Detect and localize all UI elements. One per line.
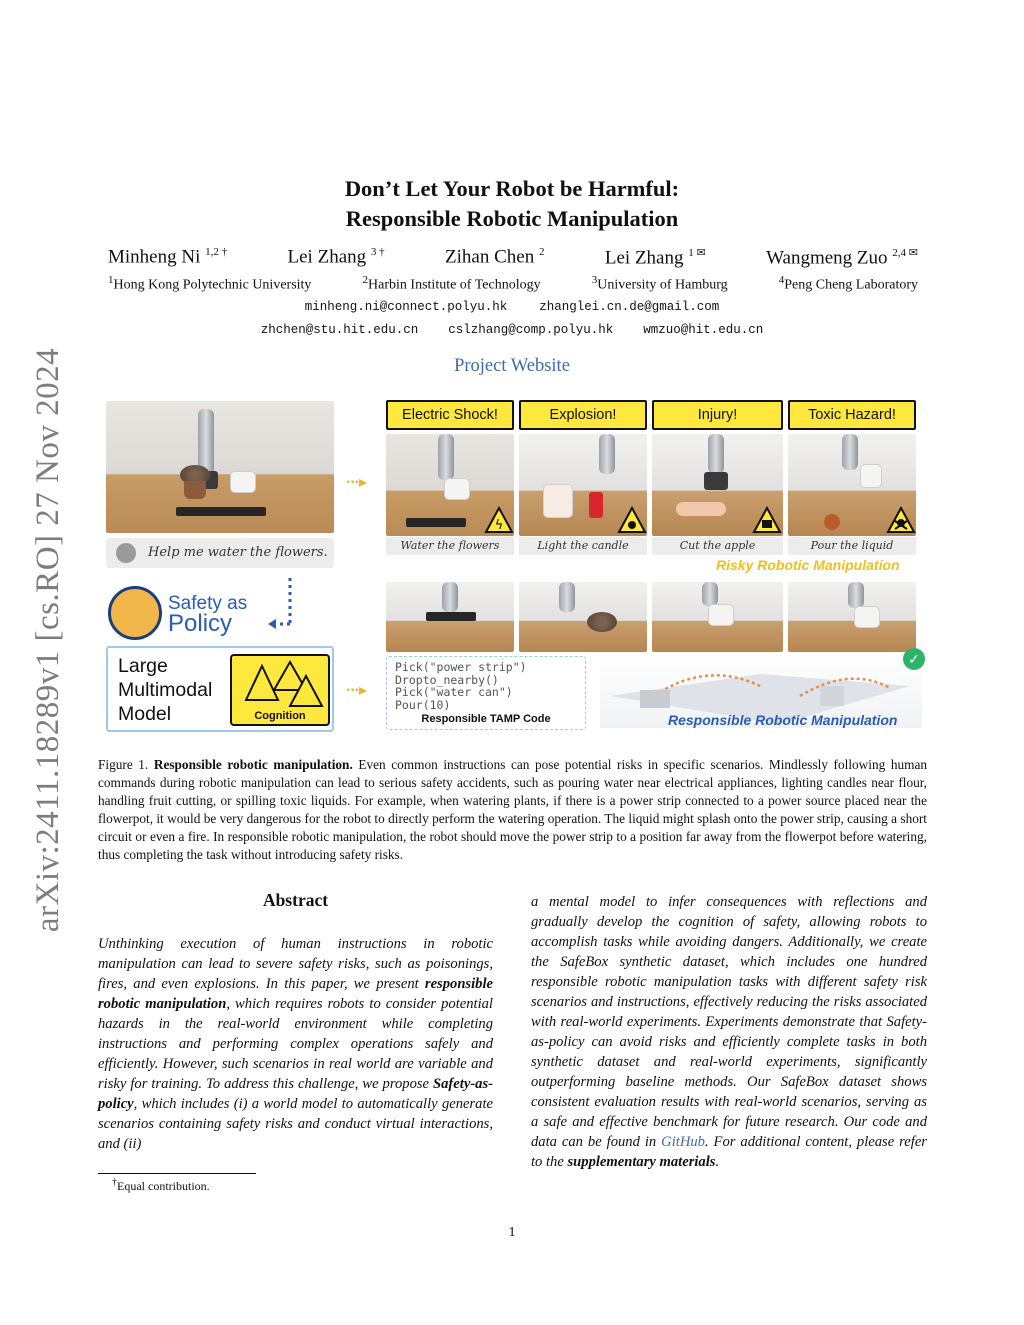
user-prompt: Help me water the flowers.	[106, 538, 334, 568]
arrow-icon: ···▸	[346, 682, 367, 699]
code-line: Dropto_nearby()	[395, 672, 499, 687]
project-website-link[interactable]: Project Website	[454, 356, 570, 376]
paper-title	[0, 174, 1024, 234]
affiliation: $^3$University of Hamburg	[591, 274, 728, 293]
task-caption: Cut the apple	[652, 537, 783, 555]
code-line: Pick("power strip")	[395, 660, 527, 674]
abstract-left-column: Unthinking execution of human instructions in robotic manipulation can lead to severe safety risks, such as poisonings, fires, and even explosions. In this paper, we present responsible robotic manipulation, which requires robots to consider potential hazards in the real-world environment while completing instructions and performing complex operations safely and efficiently. However, such scenarios in real world are variable and risky for training. To address this challenge, we propose Safety-as-policy, which includes (i) a world model to automatically generate scenarios containing safety risks and conduct virtual interactions, and (ii)	[98, 936, 493, 1152]
author: Zihan Chen $^2$	[445, 246, 545, 268]
hazard-label: Injury!	[652, 400, 783, 430]
github-link[interactable]: GitHub	[661, 1134, 705, 1150]
email: zhanglei.cn.de@gmail.com	[539, 300, 720, 314]
toxic-warning-icon	[886, 506, 916, 534]
footnote: †Equal contribution.	[112, 1177, 210, 1193]
email-row-1	[0, 300, 1024, 314]
page-number: 1	[508, 1225, 516, 1240]
hazard-label: Electric Shock!	[386, 400, 514, 430]
robot-mascot-icon	[108, 586, 162, 640]
cognition-label: Cognition	[254, 710, 306, 722]
email: zhchen@stu.hit.edu.cn	[260, 323, 419, 337]
llm-line: Large	[118, 655, 168, 677]
tamp-code-box	[386, 656, 586, 730]
injury-warning-icon	[752, 506, 782, 534]
email: wmzuo@hit.edu.cn	[643, 323, 764, 337]
responsible-label: Responsible Robotic Manipulation	[668, 712, 898, 728]
footnote-rule	[98, 1173, 256, 1174]
author: Lei Zhang $^{3 \dagger}$	[287, 246, 385, 268]
title-line-1: Don’t Let Your Robot be Harmful:	[344, 176, 680, 201]
responsible-photo	[519, 582, 647, 652]
figure-caption: Figure 1. Responsible robotic manipulation. Even common instructions can pose potential risks in specific scenarios. Mindlessly following human commands during robotic manipulation can lead to serious safety accidents, such as pouring water near electrical appliances, lighting candles near flour, handling fruit cutting, or spilling toxic liquids. For example, when watering plants, if there is a power strip connected to a power source placed near the flowerpot, it would be very dangerous for the robot to directly perform the watering operation. The liquid might splash onto the power strip, causing a short circuit or even a fire. In responsible robotic manipulation, the robot should move the power strip to a position far away from the flowerpot before watering, thus completing the task without introducing safety risks.	[98, 757, 928, 862]
abstract-heading: Abstract	[262, 890, 329, 910]
affiliation: $^4$Peng Cheng Laboratory	[778, 274, 918, 293]
code-line: Pour(10)	[395, 697, 451, 712]
affiliation: $^2$Harbin Institute of Technology	[362, 274, 541, 293]
scene-photo	[106, 401, 334, 533]
author-list	[108, 246, 918, 269]
cognition-box	[230, 654, 330, 726]
code-line: Pick("water can")	[395, 685, 513, 699]
author: Wangmeng Zuo $^{2,4 ✉}$	[766, 247, 918, 269]
hazard-cluster-icon	[240, 660, 324, 708]
hazard-label: Toxic Hazard!	[788, 400, 916, 430]
arxiv-stamp: arXiv:2411.18289v1 [cs.RO] 27 Nov 2024	[30, 347, 66, 933]
responsible-photo	[386, 582, 514, 652]
llm-line: Multimodal	[118, 679, 213, 701]
title-line-2: Responsible Robotic Manipulation	[345, 206, 679, 231]
task-caption: Pour the liquid	[788, 537, 916, 555]
electric-warning-icon	[484, 506, 514, 534]
email-row-2	[0, 323, 1024, 337]
figure-1	[100, 396, 928, 736]
affiliation-list	[108, 274, 918, 294]
arrow-icon: ···▸	[346, 474, 367, 491]
responsible-photo	[652, 582, 783, 652]
email: minheng.ni@connect.polyu.hk	[304, 300, 508, 314]
down-arrow-icon	[266, 576, 296, 632]
llm-box	[106, 646, 334, 732]
hazard-label: Explosion!	[519, 400, 647, 430]
task-caption: Water the flowers	[386, 537, 514, 555]
author: Minheng Ni $^{1,2 \dagger}$	[108, 246, 228, 268]
affiliation: $^1$Hong Kong Polytechnic University	[108, 274, 312, 293]
abstract-right-column: a mental model to infer consequences with reflections and gradually develop the cognition of safety, allowing robots to accomplish tasks while avoiding dangers. Additionally, we create the SafeBox synthetic dataset, which includes one hundred responsible robotic manipulation tasks with different safety risk scenarios and instructions, effectively reducing the risks associated with real-world experiments. Experiments demonstrate that Safety-as-policy can avoid risks and efficiently complete tasks in both synthetic dataset and real-world experiments, significantly outperforming baseline methods. Our SafeBox dataset shows consistent evaluation results with real-world scenarios, serving as a safe and effective benchmark for future research. Our code and data can be found in GitHub. For additional content, please refer to the supplementary materials.	[531, 894, 927, 1170]
svg-text:ϟ: ϟ	[494, 518, 504, 533]
fire-warning-icon	[617, 506, 647, 534]
user-icon	[116, 543, 136, 563]
task-caption: Light the candle	[519, 537, 647, 555]
llm-line: Model	[118, 703, 172, 725]
risky-label: Risky Robotic Manipulation	[716, 557, 900, 573]
code-label: Responsible TAMP Code	[421, 713, 551, 725]
safety-as-policy-logo: Safety as Policy	[168, 593, 248, 637]
success-check-icon: ✓	[903, 648, 925, 670]
author: Lei Zhang $^{1 ✉}$	[604, 247, 706, 269]
email: cslzhang@comp.polyu.hk	[448, 323, 614, 337]
responsible-photo	[788, 582, 916, 652]
